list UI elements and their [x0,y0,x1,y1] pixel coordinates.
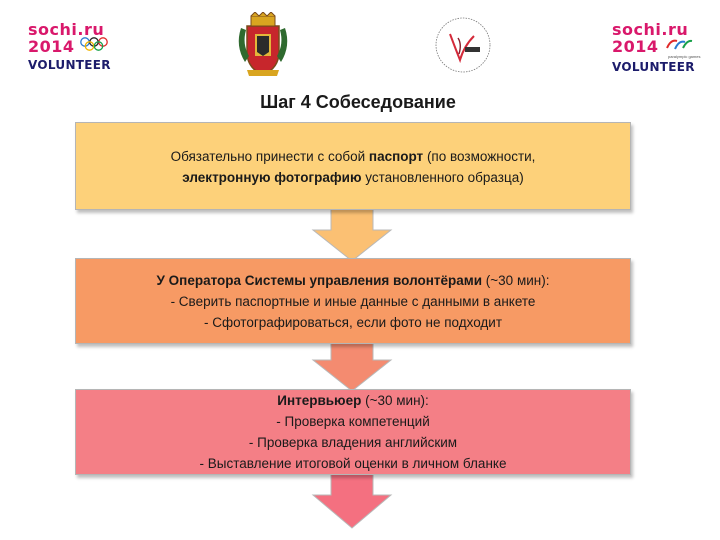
university-emblem-icon [432,14,494,76]
olympic-rings-icon [79,37,115,51]
paralympic-tagline: paralympic games [668,54,701,59]
sochi-year-text: 2014 [612,37,712,54]
volunteer-caption: VOLUNTEER [28,58,111,72]
coat-of-arms-icon [233,12,293,78]
page-title: Шаг 4 Собеседование [260,92,456,112]
step-operator-box [75,258,631,344]
paralympic-agitos-icon [663,37,693,51]
sochi-brand-text: sochi.ru [28,20,105,39]
arrow-down-icon [311,471,393,529]
sochi-volunteer-logo-right [612,22,712,74]
sochi-brand-text: sochi.ru [612,20,689,39]
arrow-down-icon [311,206,393,262]
step-operator-item: - Сверить паспортные и иные данные с данными в анкете [170,294,536,309]
step-interviewer-heading: Интервьюер (~30 мин): [277,393,429,408]
step-operator-heading: У Оператора Системы управления волонтёрами (~30 мин): [156,273,550,288]
step-operator-item: - Сфотографироваться, если фото не подходит [203,315,503,330]
volunteer-caption: VOLUNTEER [612,60,695,74]
step-documents-line-2: электронную фотографию установленного образца) [182,170,524,185]
step-interviewer-item: - Проверка владения английским [248,435,458,450]
sochi-year-text: 2014 [28,37,128,54]
arrow-down-icon [311,340,393,392]
step-documents-line-1: Обязательно принести с собой паспорт (по возможности, [170,149,536,164]
step-documents-box [75,122,631,210]
step-interviewer-item: - Выставление итоговой оценки в личном бланке [199,456,507,471]
step-interviewer-item: - Проверка компетенций [276,414,430,429]
step-interviewer-box [75,389,631,475]
sochi-volunteer-logo-left [28,22,128,72]
